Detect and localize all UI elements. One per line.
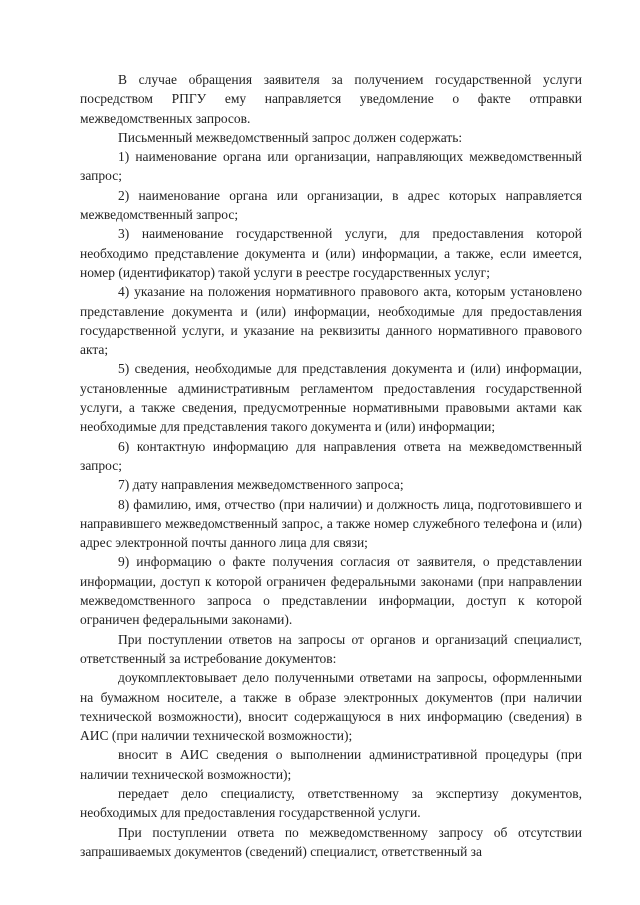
- document-body: [80, 70, 582, 861]
- paragraph-notification: В случае обращения заявителя за получением государственной услуги посредством РПГУ ему направляется уведомление о факте отправки межведомственных запросов.: [80, 72, 582, 126]
- paragraph-transfers-file: передает дело специалисту, ответственному за экспертизу документов, необходимых для предоставления государственной услуги.: [80, 785, 582, 821]
- list-item-3: 3) наименование государственной услуги, для предоставления которой необходимо представление документа и (или) информации, а также, если имеется, номер (идентификатор) такой услуги в реестре государственных услуг;: [80, 226, 582, 280]
- list-item-1: 1) наименование органа или организации, направляющих межведомственный запрос;: [80, 149, 582, 184]
- list-item-4: 4) указание на положения нормативного правового акта, которым установлено представление документа и (или) информации, необходимые для предоставления государственной услуги, и указание на реквизиты данного нормативного правового акта;: [80, 284, 582, 358]
- list-item-8: 8) фамилию, имя, отчество (при наличии) и должность лица, подготовившего и направившего межведомственный запрос, а также номер служебного телефона и (или) адрес электронной почты данного лица для связи;: [80, 496, 582, 551]
- paragraph-request-contents: Письменный межведомственный запрос должен содержать:: [118, 129, 463, 145]
- list-item-2: 2) наименование органа или организации, в адрес которых направляется межведомственный запрос;: [80, 187, 582, 223]
- list-item-5: 5) сведения, необходимые для представления документа и (или) информации, установленные административным регламентом предоставления государственной услуги, а также сведения, предусмотренные нормативными правовыми актами как необходимые для представления такого документа и (или) информации;: [80, 361, 582, 435]
- paragraph-enters-ais: вносит в АИС сведения о выполнении административной процедуры (при наличии технической возможности);: [80, 747, 582, 782]
- list-item-9: 9) информацию о факте получения согласия от заявителя, о представлении информации, доступ к которой ограничен федеральными законами (при направлении межведомственного запроса о представлении информации, доступ к которой ограничен федеральными законами).: [80, 554, 582, 628]
- list-item-6: 6) контактную информацию для направления ответа на межведомственный запрос;: [80, 438, 582, 473]
- list-item-7: 7) дату направления межведомственного запроса;: [118, 477, 404, 493]
- paragraph-absence-response: При поступлении ответа по межведомственному запросу об отсутствии запрашиваемых документов (сведений) специалист, ответственный за: [80, 824, 582, 859]
- paragraph-completes-file: доукомплектовывает дело полученными ответами на запросы, оформленными на бумажном носителе, а также в образе электронных документов (при наличии технической возможности), вносит содержащуюся в них информацию (сведения) в АИС (при наличии технической возможности);: [80, 670, 582, 744]
- paragraph-responses: При поступлении ответов на запросы от органов и организаций специалист, ответственный за истребование документов:: [80, 631, 582, 666]
